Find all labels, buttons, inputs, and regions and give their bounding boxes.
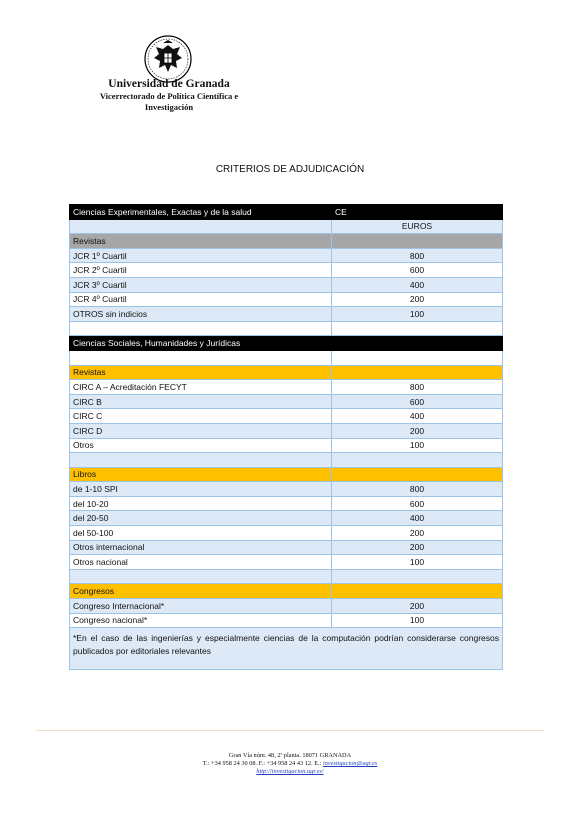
row-value: 600	[332, 496, 503, 511]
table-row	[70, 613, 503, 628]
table-header-row	[70, 205, 503, 220]
row-label: JCR 4º Cuartil	[70, 292, 332, 307]
empty-cell	[70, 219, 332, 234]
row-label: CIRC D	[70, 423, 332, 438]
row-value: 200	[332, 599, 503, 614]
section-title: Congresos	[70, 584, 332, 599]
row-value: 200	[332, 526, 503, 541]
vicerrectorado-line-2: Investigación	[144, 101, 194, 112]
section-title: Revistas	[70, 234, 332, 249]
footer-email-link[interactable]: investigacion@ugr.es	[322, 760, 378, 767]
row-label: Congreso nacional*	[70, 613, 332, 628]
footnote-text: *En el caso de las ingenierías y especialmente ciencias de la computación podrían considerarse congresos publicados por editoriales relevantes	[70, 628, 503, 670]
row-label: JCR 3º Cuartil	[70, 277, 332, 292]
section-row	[70, 365, 503, 380]
row-value: 400	[332, 409, 503, 424]
footer-web	[0, 768, 580, 776]
empty-cell	[70, 321, 332, 336]
row-label: JCR 2º Cuartil	[70, 263, 332, 278]
spacer-row	[70, 453, 503, 468]
row-label: del 10-20	[70, 496, 332, 511]
table-row	[70, 540, 503, 555]
row-label: CIRC B	[70, 394, 332, 409]
empty-cell	[332, 234, 503, 249]
empty-cell	[332, 569, 503, 584]
vicerrectorado-name	[80, 91, 258, 112]
table-row	[70, 277, 503, 292]
table-row	[70, 292, 503, 307]
section-title: Libros	[70, 467, 332, 482]
header-area-experimental: Ciencias Experimentales, Exactas y de la salud	[70, 205, 332, 220]
row-value: 200	[332, 423, 503, 438]
table-row	[70, 555, 503, 570]
section-row	[70, 467, 503, 482]
euros-row	[70, 219, 503, 234]
row-label: Otros nacional	[70, 555, 332, 570]
table-header-row	[70, 336, 503, 351]
header-area-social: Ciencias Sociales, Humanidades y Jurídicas	[70, 336, 332, 351]
table-row	[70, 380, 503, 395]
row-label: OTROS sin indicios	[70, 307, 332, 322]
section-row	[70, 584, 503, 599]
row-label: Congreso Internacional*	[70, 599, 332, 614]
row-value: 800	[332, 482, 503, 497]
university-name: Universidad de Granada	[108, 78, 230, 90]
empty-cell	[332, 467, 503, 482]
row-value: 100	[332, 438, 503, 453]
empty-cell	[70, 453, 332, 468]
table-row	[70, 409, 503, 424]
row-value: 400	[332, 511, 503, 526]
empty-cell	[332, 336, 503, 351]
table-row	[70, 438, 503, 453]
row-label: del 20-50	[70, 511, 332, 526]
spacer-row	[70, 350, 503, 365]
empty-cell	[332, 584, 503, 599]
row-value: 600	[332, 394, 503, 409]
footer-address: Gran Vía núm. 48, 2ª planta. 18071 GRANADA	[228, 752, 352, 759]
university-seal-icon	[142, 34, 194, 84]
table-row	[70, 394, 503, 409]
row-value: 100	[332, 555, 503, 570]
note-row	[70, 628, 503, 670]
row-label: Otros internacional	[70, 540, 332, 555]
row-value: 100	[332, 613, 503, 628]
row-value: 600	[332, 263, 503, 278]
table-row	[70, 482, 503, 497]
empty-cell	[332, 350, 503, 365]
document-title: CRITERIOS DE ADJUDICACIÓN	[215, 164, 365, 175]
table-row	[70, 526, 503, 541]
row-value: 800	[332, 380, 503, 395]
table-row	[70, 307, 503, 322]
footer-web-link[interactable]: http://investigacion.ugr.es/	[256, 768, 324, 775]
spacer-row	[70, 569, 503, 584]
empty-cell	[332, 453, 503, 468]
empty-cell	[332, 321, 503, 336]
footer-divider	[36, 730, 544, 731]
row-value: 200	[332, 540, 503, 555]
header-code: CE	[332, 205, 503, 220]
row-label: CIRC C	[70, 409, 332, 424]
table-row	[70, 423, 503, 438]
empty-cell	[332, 365, 503, 380]
row-label: CIRC A – Acreditación FECYT	[70, 380, 332, 395]
table-row	[70, 248, 503, 263]
table-row	[70, 496, 503, 511]
row-value: 800	[332, 248, 503, 263]
empty-cell	[70, 350, 332, 365]
row-label: del 50-100	[70, 526, 332, 541]
table-row	[70, 599, 503, 614]
vicerrectorado-line-1: Vicerrectorado de Política Científica e	[99, 91, 239, 101]
criteria-table	[69, 204, 503, 670]
row-value: 400	[332, 277, 503, 292]
row-label: Otros	[70, 438, 332, 453]
section-title: Revistas	[70, 365, 332, 380]
row-label: JCR 1º Cuartil	[70, 248, 332, 263]
footer-contact	[0, 760, 580, 768]
table-row	[70, 511, 503, 526]
row-label: de 1-10 SPI	[70, 482, 332, 497]
euros-label: EUROS	[332, 219, 503, 234]
footer-phones: T.: +34 958 24 30 08. F.: +34 958 24 43 12. E.:	[202, 760, 322, 767]
row-value: 200	[332, 292, 503, 307]
section-row	[70, 234, 503, 249]
empty-cell	[70, 569, 332, 584]
row-value: 100	[332, 307, 503, 322]
table-row	[70, 263, 503, 278]
spacer-row	[70, 321, 503, 336]
